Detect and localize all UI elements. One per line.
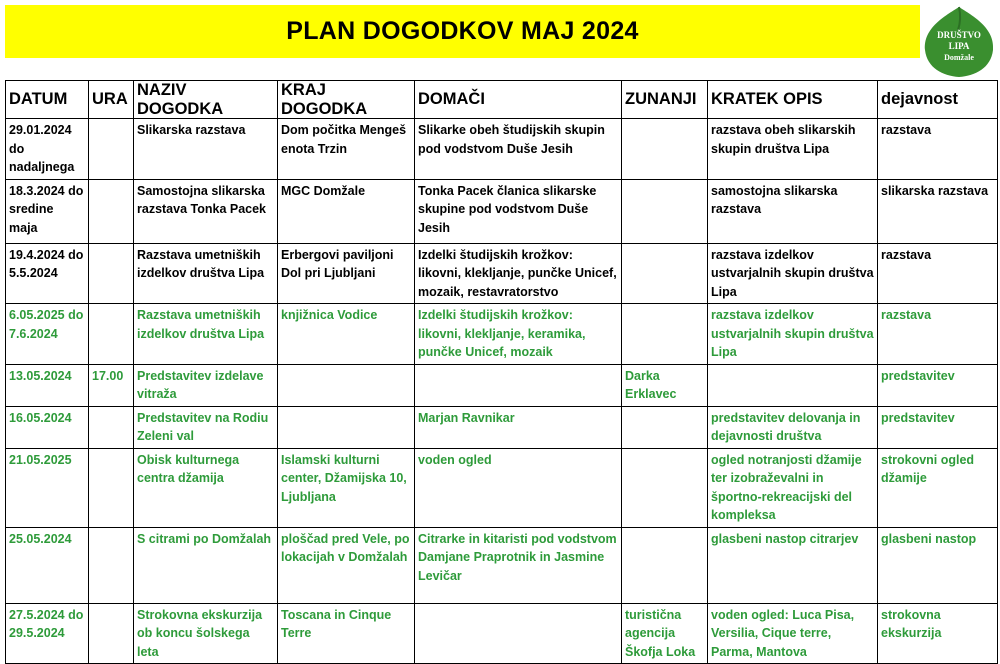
cell-zunanji	[622, 527, 708, 603]
cell-kraj	[278, 364, 415, 406]
page-title: PLAN DOGODKOV MAJ 2024	[286, 17, 639, 45]
title-banner	[5, 5, 920, 58]
cell-zunanji	[622, 448, 708, 527]
table-row	[6, 527, 998, 603]
header-dejavnost: dejavnost	[878, 81, 998, 119]
cell-naziv: Strokovna ekskurzija ob koncu šolskega leta	[134, 603, 278, 664]
logo-text-line2: LIPA	[948, 41, 970, 51]
cell-naziv: Predstavitev izdelave vitraža	[134, 364, 278, 406]
cell-ura	[89, 179, 134, 243]
cell-dejavnost: strokovna ekskurzija	[878, 603, 998, 664]
table-row	[6, 304, 998, 365]
lipa-leaf-logo	[921, 4, 997, 80]
cell-zunanji	[622, 179, 708, 243]
cell-naziv: Razstava umetniških izdelkov društva Lipa	[134, 243, 278, 304]
cell-domaci: Izdelki študijskih krožkov: likovni, klekljanje, keramika, punčke Unicef, mozaik	[415, 304, 622, 365]
table-row	[6, 364, 998, 406]
cell-domaci: Marjan Ravnikar	[415, 406, 622, 448]
logo-text-line3: Domžale	[944, 53, 974, 62]
cell-opis: glasbeni nastop citrarjev	[708, 527, 878, 603]
cell-kraj: knjižnica Vodice	[278, 304, 415, 365]
cell-domaci: Slikarke obeh študijskih skupin pod vodstvom Duše Jesih	[415, 119, 622, 180]
cell-domaci	[415, 603, 622, 664]
cell-ura	[89, 243, 134, 304]
header-datum: DATUM	[6, 81, 89, 119]
cell-domaci: Citrarke in kitaristi pod vodstvom Damjane Praprotnik in Jasmine Levičar	[415, 527, 622, 603]
cell-kraj: Islamski kulturni center, Džamijska 10, Ljubljana	[278, 448, 415, 527]
cell-zunanji	[622, 119, 708, 180]
cell-datum: 18.3.2024 do sredine maja	[6, 179, 89, 243]
cell-naziv: Samostojna slikarska razstava Tonka Pacek	[134, 179, 278, 243]
cell-dejavnost: predstavitev	[878, 406, 998, 448]
header-zunanji: ZUNANJI	[622, 81, 708, 119]
cell-opis: razstava obeh slikarskih skupin društva Lipa	[708, 119, 878, 180]
cell-ura	[89, 406, 134, 448]
cell-kraj: Toscana in Cinque Terre	[278, 603, 415, 664]
header-ura: URA	[89, 81, 134, 119]
cell-ura	[89, 603, 134, 664]
cell-zunanji	[622, 304, 708, 365]
header-kraj: KRAJ DOGODKA	[278, 81, 415, 119]
cell-dejavnost: razstava	[878, 119, 998, 180]
cell-naziv: S citrami po Domžalah	[134, 527, 278, 603]
cell-opis: predstavitev delovanja in dejavnosti društva	[708, 406, 878, 448]
cell-ura	[89, 304, 134, 365]
cell-datum: 16.05.2024	[6, 406, 89, 448]
cell-naziv: Slikarska razstava	[134, 119, 278, 180]
cell-kraj: MGC Domžale	[278, 179, 415, 243]
header-row	[6, 81, 998, 119]
table-row	[6, 448, 998, 527]
cell-ura	[89, 119, 134, 180]
cell-domaci: voden ogled	[415, 448, 622, 527]
cell-opis: razstava izdelkov ustvarjalnih skupin društva Lipa	[708, 243, 878, 304]
header-domaci: DOMAČI	[415, 81, 622, 119]
cell-kraj: ploščad pred Vele, po lokacijah v Domžalah	[278, 527, 415, 603]
cell-kraj: Erbergovi paviljoni Dol pri Ljubljani	[278, 243, 415, 304]
cell-kraj: Dom počitka Mengeš enota Trzin	[278, 119, 415, 180]
cell-dejavnost: slikarska razstava	[878, 179, 998, 243]
cell-dejavnost: strokovni ogled džamije	[878, 448, 998, 527]
table-row	[6, 119, 998, 180]
cell-datum: 27.5.2024 do 29.5.2024	[6, 603, 89, 664]
cell-zunanji: Darka Erklavec	[622, 364, 708, 406]
cell-dejavnost: razstava	[878, 304, 998, 365]
cell-datum: 19.4.2024 do 5.5.2024	[6, 243, 89, 304]
cell-opis	[708, 364, 878, 406]
table-row	[6, 179, 998, 243]
table-row	[6, 243, 998, 304]
header-naziv: NAZIV DOGODKA	[134, 81, 278, 119]
logo-text-line1: DRUŠTVO	[937, 30, 981, 40]
cell-dejavnost: razstava	[878, 243, 998, 304]
cell-datum: 25.05.2024	[6, 527, 89, 603]
cell-opis: voden ogled: Luca Pisa, Versilia, Cique terre, Parma, Mantova	[708, 603, 878, 664]
cell-opis: ogled notranjosti džamije ter izobraževalni in športno-rekreacijski del kompleksa	[708, 448, 878, 527]
cell-datum: 21.05.2025	[6, 448, 89, 527]
cell-ura: 17.00	[89, 364, 134, 406]
cell-naziv: Razstava umetniških izdelkov društva Lipa	[134, 304, 278, 365]
cell-ura	[89, 527, 134, 603]
cell-naziv: Obisk kulturnega centra džamija	[134, 448, 278, 527]
cell-opis: razstava izdelkov ustvarjalnih skupin društva Lipa	[708, 304, 878, 365]
header-opis: KRATEK OPIS	[708, 81, 878, 119]
cell-zunanji: turistična agencija Škofja Loka	[622, 603, 708, 664]
cell-dejavnost: glasbeni nastop	[878, 527, 998, 603]
cell-domaci: Tonka Pacek članica slikarske skupine pod vodstvom Duše Jesih	[415, 179, 622, 243]
table-row	[6, 406, 998, 448]
cell-ura	[89, 448, 134, 527]
cell-zunanji	[622, 243, 708, 304]
cell-domaci: Izdelki študijskih krožkov: likovni, klekljanje, punčke Unicef, mozaik, restavratorstvo	[415, 243, 622, 304]
cell-naziv: Predstavitev na Rodiu Zeleni val	[134, 406, 278, 448]
cell-kraj	[278, 406, 415, 448]
cell-datum: 29.01.2024 do nadaljnega	[6, 119, 89, 180]
cell-datum: 6.05.2025 do 7.6.2024	[6, 304, 89, 365]
table-row	[6, 603, 998, 664]
cell-opis: samostojna slikarska razstava	[708, 179, 878, 243]
cell-datum: 13.05.2024	[6, 364, 89, 406]
cell-domaci	[415, 364, 622, 406]
cell-zunanji	[622, 406, 708, 448]
cell-dejavnost: predstavitev	[878, 364, 998, 406]
events-table	[5, 80, 998, 664]
